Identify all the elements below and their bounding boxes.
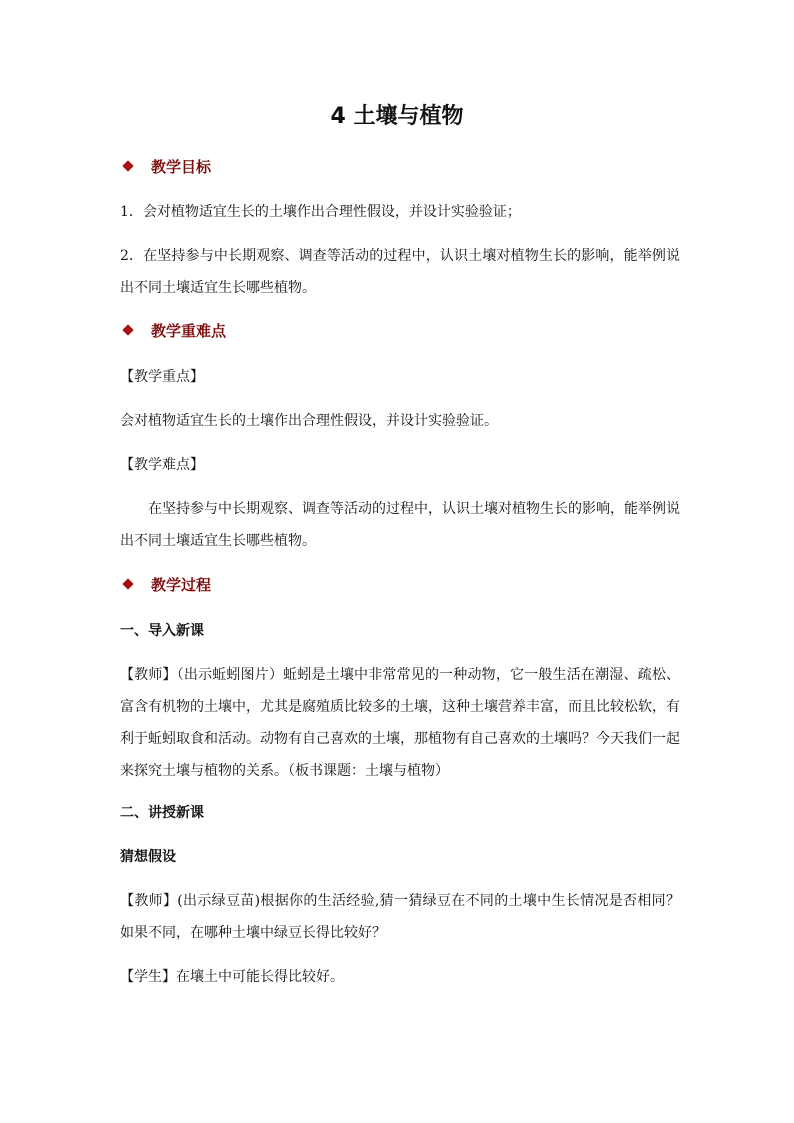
section-heading-label: 教学重难点 (151, 322, 227, 340)
section-heading-label: 教学目标 (151, 158, 212, 176)
focus-text: 会对植物适宜生长的土壤作出合理性假设，并设计实验验证。 (120, 413, 498, 429)
section-heading-process (120, 574, 211, 596)
part-heading: 二、讲授新课 (120, 805, 204, 821)
diamond-bullet-icon (122, 160, 133, 171)
section-heading-label: 教学过程 (151, 576, 212, 594)
goal-item: 2．在坚持参与中长期观察、调查等活动的过程中，认识土壤对植物生长的影响，能举例说出不同土壤适宜生长哪些植物。 (120, 248, 680, 296)
student-paragraph: 【学生】在壤土中可能长得比较好。 (120, 969, 344, 985)
diamond-bullet-icon (122, 578, 133, 589)
difficulty-text: 在坚持参与中长期观察、调查等活动的过程中，认识土壤对植物生长的影响，能举例说出不同土壤适宜生长哪些植物。 (120, 501, 680, 549)
section-heading-goals (120, 156, 211, 178)
document-title: 4 土壤与植物 (330, 104, 464, 129)
section-heading-key-points (120, 320, 226, 342)
intro-paragraph: 【教师】（出示蚯蚓图片）蚯蚓是土壤中非常常见的一种动物，它一般生活在潮湿、疏松、富含有机物的土壤中，尤其是腐殖质比较多的土壤，这种土壤营养丰富，而且比较松软，有利于蚯蚓取食和活动。动物有自己喜欢的土壤，那植物有自己喜欢的土壤吗？今天我们一起来探究土壤与植物的关系。（板书课题：土壤与植物） (120, 667, 680, 779)
focus-label: 【教学重点】 (120, 369, 204, 385)
goal-item: 1．会对植物适宜生长的土壤作出合理性假设，并设计实验验证； (120, 204, 521, 220)
diamond-bullet-icon (122, 324, 133, 335)
difficulty-label: 【教学难点】 (120, 457, 204, 473)
teacher-paragraph: 【教师】(出示绿豆苗)根据你的生活经验,猜一猜绿豆在不同的土壤中生长情况是否相同？如果不同，在哪种土壤中绿豆长得比较好？ (120, 893, 680, 941)
subheading-hypothesis: 猜想假设 (120, 849, 176, 865)
part-heading: 一、导入新课 (120, 623, 204, 639)
